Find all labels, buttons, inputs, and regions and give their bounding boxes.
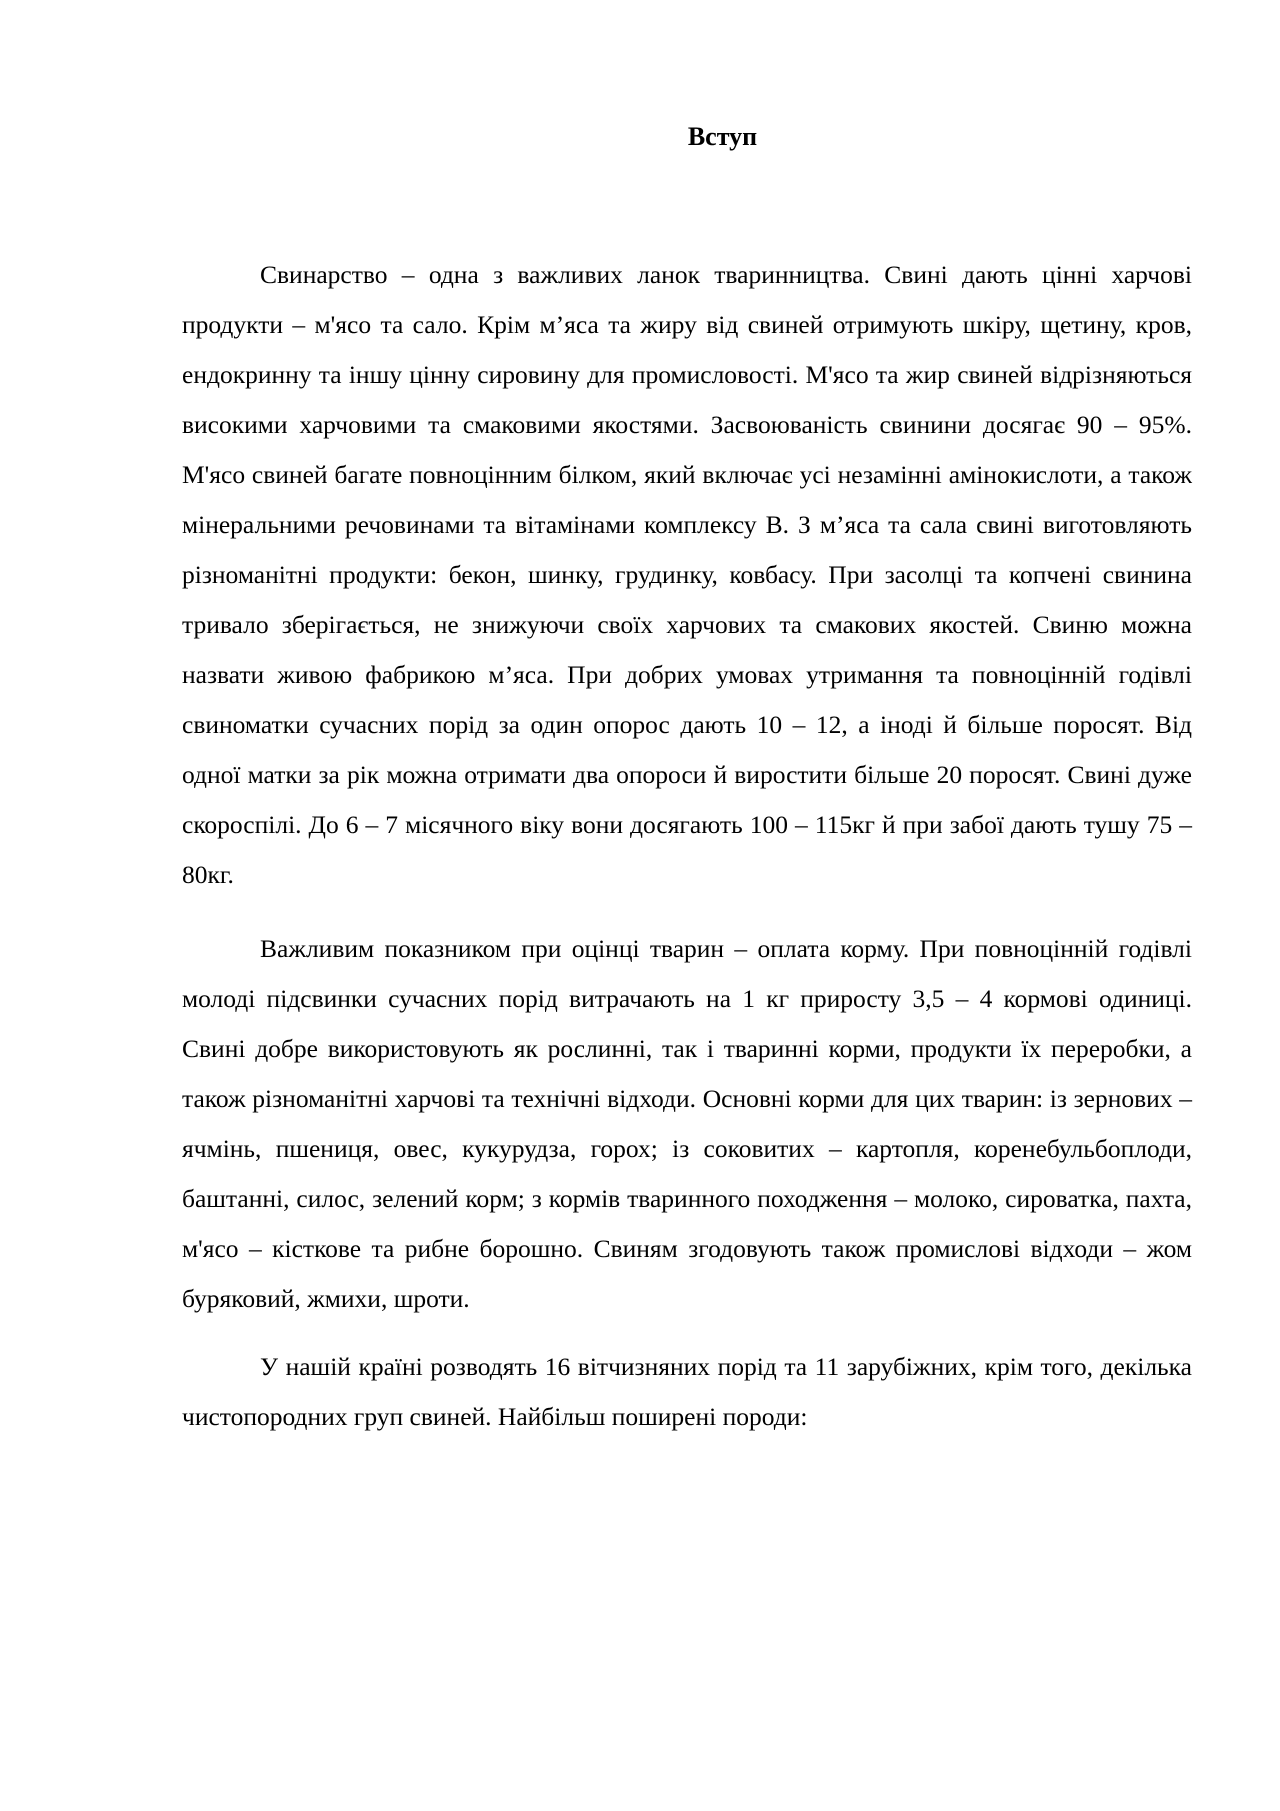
paragraph-intro: Свинарство – одна з важливих ланок тваринництва. Свині дають цінні харчові продукти – м'ясо та сало. Крім м’яса та жиру від свиней отримують шкіру, щетину, кров, ендокринну та іншу цінну сировину для промисловості. М'ясо та жир свиней відрізняються високими харчовими та смаковими якостями. Засвоюваність свинини досягає 90 – 95%. М'ясо свиней багате повноцінним білком, який включає усі незамінні амінокислоти, а також мінеральними речовинами та вітамінами комплексу В. З м’яса та сала свині виготовляють різноманітні продукти: бекон, шинку, грудинку, ковбасу. При засолці та копчені свинина тривало зберігається, не знижуючи своїх харчових та смакових якостей. Свиню можна назвати живою фабрикою м’яса. При добрих умовах утримання та повноцінній годівлі свиноматки сучасних порід за один опорос дають 10 – 12, а іноді й більше поросят. Від одної матки за рік можна отримати два опороси й виростити більше 20 поросят. Свині дуже скороспілі. До 6 – 7 місячного віку вони досягають 100 – 115кг й при забої дають тушу 75 – 80кг. xyxy=(182,260,1192,889)
document-body xyxy=(182,250,1192,1442)
page-title: Вступ xyxy=(687,122,758,151)
paragraph-feed: Важливим показником при оцінці тварин – оплата корму. При повноцінній годівлі молоді підсвинки сучасних порід витрачають на 1 кг приросту 3,5 – 4 кормові одиниці. Свині добре використовують як рослинні, так і тваринні корми, продукти їх переробки, а також різноманітні харчові та технічні відходи. Основні корми для цих тварин: із зернових – ячмінь, пшениця, овес, кукурудза, горох; із соковитих – картопля, коренебульбоплоди, баштанні, силос, зелений корм; з кормів тваринного походження – молоко, сироватка, пахта, м'ясо – кісткове та рибне борошно. Свиням згодовують також промислові відходи – жом буряковий, жмихи, шроти. xyxy=(182,934,1192,1313)
paragraph-breeds: У нашій країні розводять 16 вітчизняних порід та 11 зарубіжних, крім того, декілька чистопородних груп свиней. Найбільш поширені породи: xyxy=(182,1352,1192,1431)
